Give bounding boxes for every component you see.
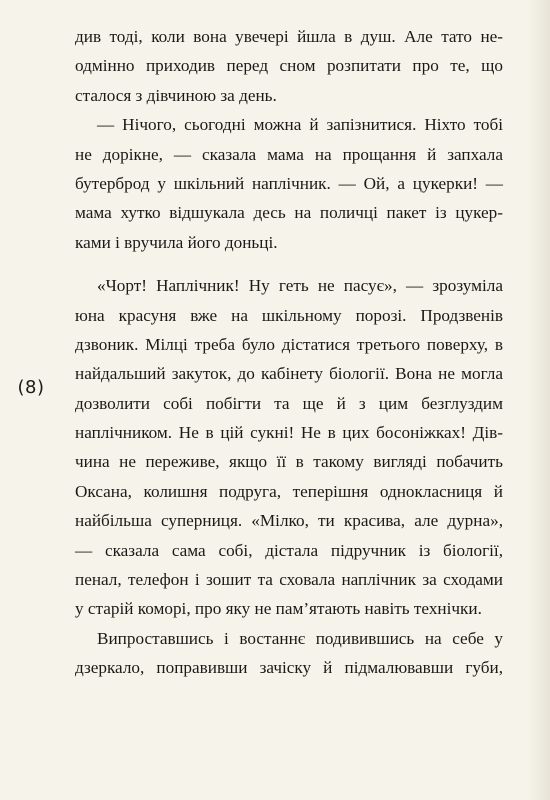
- page-edge-shadow: [528, 0, 550, 800]
- paragraph-1: [75, 22, 503, 110]
- text-line: найбільша суперниця. «Мілко, ти красива, але дурна»,: [75, 511, 503, 531]
- text-line: ками і вручила його доньці.: [75, 232, 278, 252]
- text-line: «Чорт! Наплічник! Ну геть не пасує», — зрозуміла: [97, 276, 503, 296]
- text-line: див тоді, коли вона увечері йшла в душ. Але тато не-: [75, 27, 503, 46]
- text-line: — сказала сама собі, дістала підручник із біології,: [75, 540, 503, 560]
- text-line: юна красуня вже на шкільному порозі. Продзвенів: [75, 305, 503, 325]
- page-text: [75, 22, 503, 683]
- text-line: одмінно приходив перед сном розпитати про те, що: [75, 56, 503, 76]
- text-line: Оксана, колишня подруга, теперішня однокласниця й: [75, 481, 503, 501]
- paragraph-3: [75, 271, 503, 624]
- text-line: бутерброд у шкільний наплічник. — Ой, а цукерки! —: [75, 173, 503, 193]
- paragraph-4: [75, 624, 503, 683]
- text-line: не дорікне, — сказала мама на прощання й запхала: [75, 144, 503, 164]
- section-marker: (8): [17, 377, 45, 398]
- text-line: Випроставшись і востаннє подивившись на себе у: [97, 628, 503, 648]
- text-line: у старій коморі, про яку не пам’ятають навіть технічки.: [75, 599, 482, 619]
- text-line: пенал, телефон і зошит та сховала наплічник за сходами: [75, 570, 503, 590]
- text-line: чина не переживе, якщо її в такому вигляді побачить: [75, 452, 503, 472]
- text-line: наплічником. Не в цій сукні! Не в цих босоніжках! Дів-: [75, 423, 503, 443]
- text-line: сталося з дівчиною за день.: [75, 85, 277, 105]
- text-line: дзвоник. Мілці треба було дістатися третього поверху, в: [75, 334, 503, 354]
- text-line: — Нічого, сьогодні можна й запізнитися. Ніхто тобі: [97, 115, 503, 135]
- text-line: найдальший закуток, до кабінету біології. Вона не могла: [75, 364, 503, 384]
- paragraph-2: [75, 110, 503, 257]
- text-line: дозволити собі побігти та ще й з цим безглуздим: [75, 393, 503, 413]
- text-line: дзеркало, поправивши зачіску й підмалювавши губи,: [75, 658, 503, 678]
- text-line: мама хутко відшукала десь на поличці пакет із цукер-: [75, 203, 503, 223]
